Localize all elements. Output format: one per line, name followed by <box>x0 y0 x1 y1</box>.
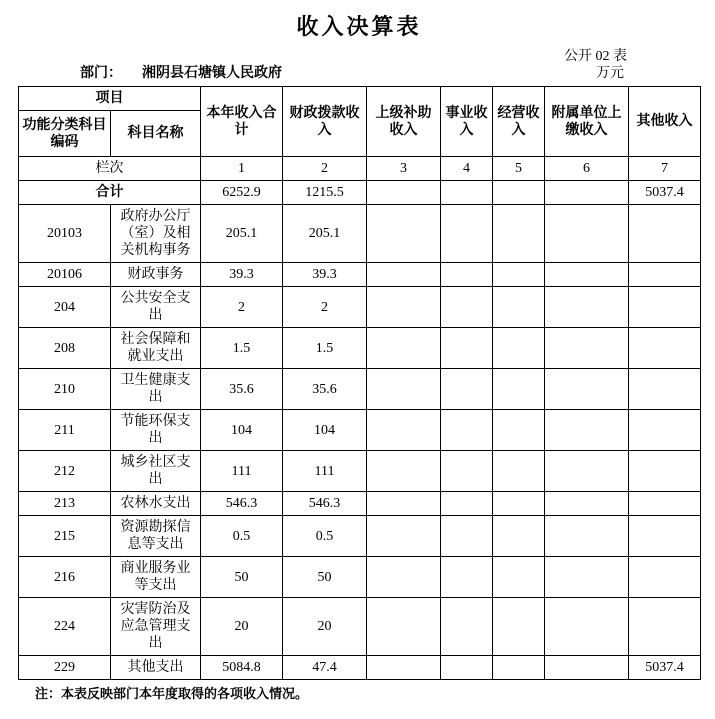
cell-value <box>629 516 701 557</box>
header-colnum-1: 1 <box>201 157 283 181</box>
cell-value <box>629 598 701 656</box>
cell-value <box>367 287 441 328</box>
cell-value <box>367 557 441 598</box>
cell-value <box>367 328 441 369</box>
cell-subject-name: 卫生健康支出 <box>111 369 201 410</box>
cell-value <box>493 328 545 369</box>
header-col-other-income: 其他收入 <box>629 87 701 157</box>
cell-value <box>367 410 441 451</box>
table-row <box>19 287 701 328</box>
cell-function-code: 204 <box>19 287 111 328</box>
cell-value: 35.6 <box>283 369 367 410</box>
cell-value <box>493 557 545 598</box>
header-subject-name: 科目名称 <box>111 111 201 157</box>
table-row <box>19 328 701 369</box>
cell-value: 0.5 <box>283 516 367 557</box>
cell-function-code: 20106 <box>19 263 111 287</box>
cell-subject-name: 公共安全支出 <box>111 287 201 328</box>
cell-value: 20 <box>201 598 283 656</box>
cell-function-code: 212 <box>19 451 111 492</box>
table-row <box>19 492 701 516</box>
cell-value <box>545 492 629 516</box>
cell-value: 205.1 <box>201 205 283 263</box>
table-row <box>19 369 701 410</box>
department-value: 湘阴县石塘镇人民政府 <box>142 66 282 81</box>
cell-value <box>629 287 701 328</box>
cell-value <box>367 516 441 557</box>
cell-value <box>545 557 629 598</box>
total-label: 合计 <box>19 181 201 205</box>
cell-value <box>545 451 629 492</box>
cell-value <box>545 263 629 287</box>
cell-value <box>545 328 629 369</box>
cell-subject-name: 商业服务业等支出 <box>111 557 201 598</box>
cell-subject-name: 城乡社区支出 <box>111 451 201 492</box>
cell-value <box>441 205 493 263</box>
cell-value <box>545 656 629 680</box>
cell-value <box>493 656 545 680</box>
cell-value <box>493 492 545 516</box>
cell-value <box>629 492 701 516</box>
total-row <box>19 181 701 205</box>
cell-value: 104 <box>201 410 283 451</box>
table-row <box>19 598 701 656</box>
cell-value: 47.4 <box>283 656 367 680</box>
cell-value: 111 <box>201 451 283 492</box>
cell-value <box>441 516 493 557</box>
header-row-column-numbers <box>19 157 701 181</box>
cell-value <box>441 451 493 492</box>
cell-value <box>441 598 493 656</box>
cell-value <box>367 263 441 287</box>
cell-value <box>493 410 545 451</box>
unit-label: 万元 <box>596 66 624 81</box>
cell-function-code: 211 <box>19 410 111 451</box>
cell-value: 50 <box>201 557 283 598</box>
cell-value: 20 <box>283 598 367 656</box>
table-row <box>19 557 701 598</box>
cell-value <box>367 656 441 680</box>
cell-value <box>493 287 545 328</box>
cell-value <box>441 328 493 369</box>
cell-value <box>441 410 493 451</box>
cell-value <box>629 557 701 598</box>
cell-subject-name: 其他支出 <box>111 656 201 680</box>
total-value: 6252.9 <box>201 181 283 205</box>
cell-value <box>367 598 441 656</box>
cell-value <box>493 598 545 656</box>
total-value <box>493 181 545 205</box>
cell-value <box>629 369 701 410</box>
cell-value <box>367 369 441 410</box>
cell-function-code: 229 <box>19 656 111 680</box>
cell-value <box>545 205 629 263</box>
header-colnum-3: 3 <box>367 157 441 181</box>
header-colnum-6: 6 <box>545 157 629 181</box>
cell-value <box>545 516 629 557</box>
header-function-code: 功能分类科目编码 <box>19 111 111 157</box>
cell-value <box>629 205 701 263</box>
total-value <box>441 181 493 205</box>
cell-value: 2 <box>201 287 283 328</box>
cell-value <box>493 451 545 492</box>
cell-subject-name: 社会保障和就业支出 <box>111 328 201 369</box>
header-lanci: 栏次 <box>19 157 201 181</box>
cell-value <box>441 656 493 680</box>
cell-value: 546.3 <box>201 492 283 516</box>
cell-value: 1.5 <box>201 328 283 369</box>
table-row <box>19 410 701 451</box>
cell-function-code: 215 <box>19 516 111 557</box>
cell-value <box>629 328 701 369</box>
header-project: 项目 <box>19 87 201 111</box>
cell-value <box>367 205 441 263</box>
cell-function-code: 20103 <box>19 205 111 263</box>
table-row <box>19 516 701 557</box>
cell-value <box>493 263 545 287</box>
cell-function-code: 216 <box>19 557 111 598</box>
cell-value: 2 <box>283 287 367 328</box>
cell-value <box>493 516 545 557</box>
header-col-superior-subsidy-income: 上级补助收入 <box>367 87 441 157</box>
header-col-operating-income: 经营收入 <box>493 87 545 157</box>
cell-value <box>441 557 493 598</box>
cell-value: 5084.8 <box>201 656 283 680</box>
table-note: 注：本表反映部门本年度取得的各项收入情况。 <box>35 686 309 701</box>
cell-value <box>441 287 493 328</box>
table-row <box>19 656 701 680</box>
cell-value: 1.5 <box>283 328 367 369</box>
header-colnum-5: 5 <box>493 157 545 181</box>
cell-subject-name: 财政事务 <box>111 263 201 287</box>
table-code-label: 公开 02 表 <box>564 49 627 64</box>
total-value: 1215.5 <box>283 181 367 205</box>
cell-subject-name: 政府办公厅（室）及相关机构事务 <box>111 205 201 263</box>
cell-value: 39.3 <box>283 263 367 287</box>
cell-value <box>493 369 545 410</box>
header-col-total-income: 本年收入合计 <box>201 87 283 157</box>
cell-value: 111 <box>283 451 367 492</box>
cell-value: 50 <box>283 557 367 598</box>
department <box>18 65 282 83</box>
total-value <box>545 181 629 205</box>
cell-function-code: 224 <box>19 598 111 656</box>
cell-subject-name: 节能环保支出 <box>111 410 201 451</box>
header-colnum-7: 7 <box>629 157 701 181</box>
cell-value <box>441 492 493 516</box>
cell-function-code: 210 <box>19 369 111 410</box>
cell-value: 546.3 <box>283 492 367 516</box>
total-value: 5037.4 <box>629 181 701 205</box>
table-row <box>19 451 701 492</box>
cell-value <box>545 598 629 656</box>
cell-subject-name: 资源勘探信息等支出 <box>111 516 201 557</box>
header-col-fiscal-appropriation-income: 财政拨款收入 <box>283 87 367 157</box>
header-colnum-4: 4 <box>441 157 493 181</box>
header-col-subordinate-unit-income: 附属单位上缴收入 <box>545 87 629 157</box>
cell-value <box>367 451 441 492</box>
cell-value <box>441 263 493 287</box>
cell-value: 0.5 <box>201 516 283 557</box>
cell-value: 39.3 <box>201 263 283 287</box>
cell-function-code: 213 <box>19 492 111 516</box>
table-row <box>19 205 701 263</box>
header-row-project <box>19 87 701 111</box>
cell-value: 35.6 <box>201 369 283 410</box>
cell-value <box>545 410 629 451</box>
cell-value <box>493 205 545 263</box>
page-title: 收入决算表 <box>296 14 422 39</box>
cell-subject-name: 灾害防治及应急管理支出 <box>111 598 201 656</box>
cell-value <box>367 492 441 516</box>
cell-value: 205.1 <box>283 205 367 263</box>
cell-value <box>629 451 701 492</box>
cell-value: 5037.4 <box>629 656 701 680</box>
total-value <box>367 181 441 205</box>
cell-value <box>545 287 629 328</box>
cell-value: 104 <box>283 410 367 451</box>
cell-value <box>441 369 493 410</box>
department-label: 部门： <box>80 66 122 81</box>
cell-function-code: 208 <box>19 328 111 369</box>
header-colnum-2: 2 <box>283 157 367 181</box>
meta-line <box>18 65 700 83</box>
header-col-business-income: 事业收入 <box>441 87 493 157</box>
cell-value <box>629 410 701 451</box>
table-row <box>19 263 701 287</box>
revenue-table <box>18 86 701 680</box>
cell-value <box>629 263 701 287</box>
cell-value <box>545 369 629 410</box>
cell-subject-name: 农林水支出 <box>111 492 201 516</box>
